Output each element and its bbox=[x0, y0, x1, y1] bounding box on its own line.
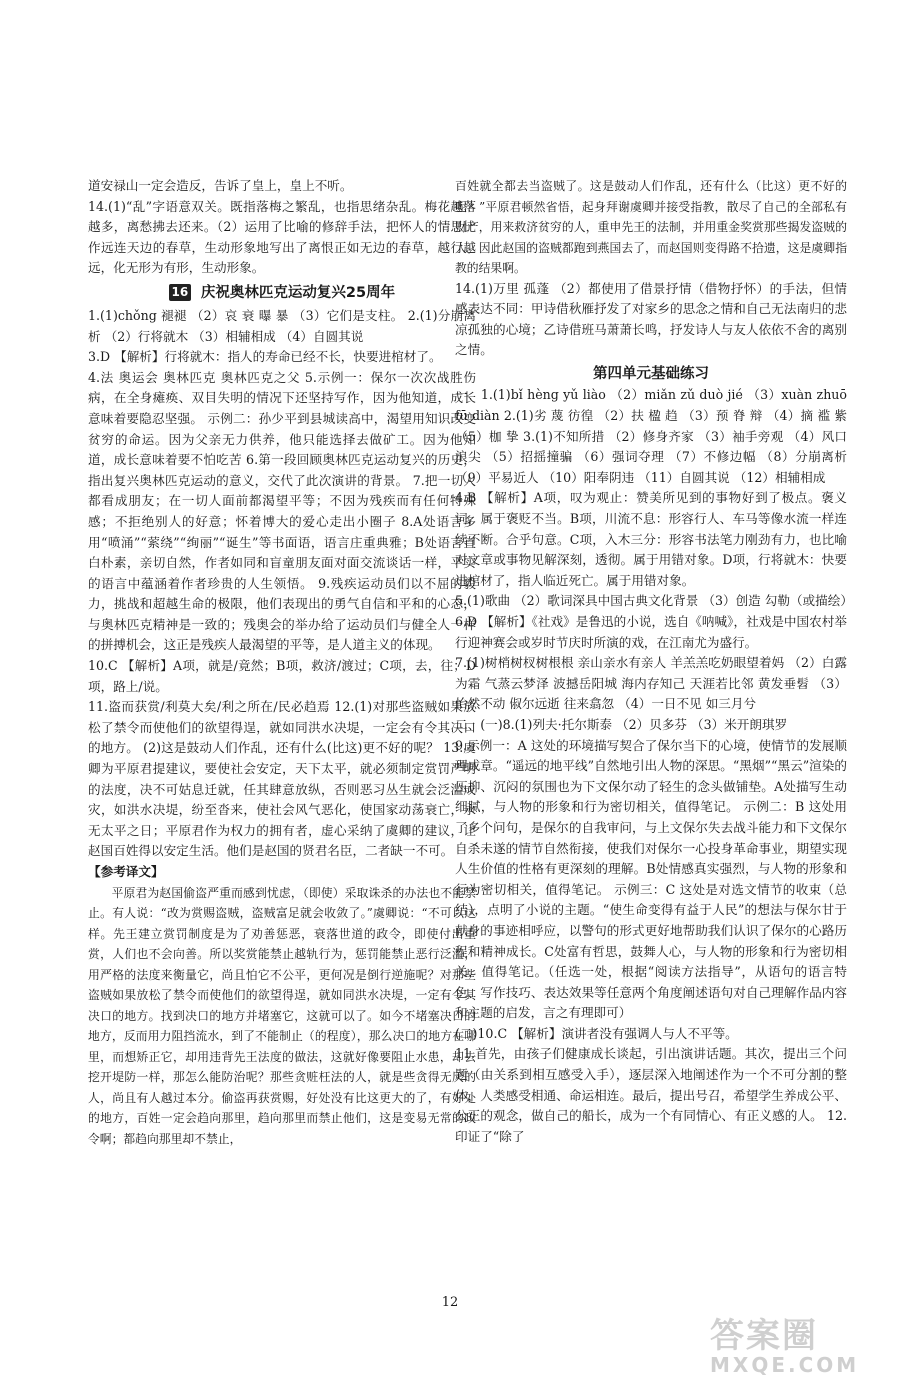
answer: 14.(1)万里 孤蓬 （2）都使用了借景抒情（借物抒怀）的手法，但情感表达不同：甲诗借秋雁抒发了对家乡的思念之情和自己无法南归的悲凉孤独的心境；乙诗借班马萧萧长鸣，抒发诗人与友人依依不舍的离别之情。 bbox=[455, 280, 847, 358]
answer: 7.(1)树梢树杈树根根 亲山亲水有亲人 羊羔羔吃奶眼望着妈 （2）白露为霜 气蒸云梦泽 波撼岳阳城 海内存知己 天涯若比邻 黄发垂髫 （3）怡然不动 俶尔远逝 往来翕忽 （4）一日不见 如三月兮 bbox=[455, 655, 847, 712]
answer: 3.D 【解析】行将就木：指人的寿命已经不长，快要进棺材了。 bbox=[88, 349, 442, 365]
watermark-text: 答案圈 bbox=[710, 1316, 818, 1356]
translation-text: 平原君为赵国偷盗严重而感到忧虑，（即使）采取诛杀的办法也不能禁止。有人说：“改为赏赐盗贼，盗贼富足就会收敛了。”虞卿说：“不可以这样。先王建立赏罚制度是为了劝善惩恶，衰落世道的政令，即使付出重赏，人们也不会向善。所以奖赏能禁止越轨行为，惩罚能禁止恶行泛滥，用严格的法度来衡量它，尚且怕它不公平，更何况是倒行逆施呢？对那些盗贼如果放松了禁令而使他们的欲望得逞，就如同洪水决堤，一定有令其决口的地方。找到决口的地方并堵塞它，这就可以了。如今不堵塞决口的地方，反而用力阻挡流水，到了不能制止（的程度），那么决口的地方在哪里，而想矫正它，却用违背先王法度的做法，这就好像要阻止水患，却去挖开堤防一样，那怎么能防治呢？那些贪赃枉法的人，就是些贪得无厌的人，尚且有人越过本分。偷盗再获赏赐，好处没有比这更大的了，有好处的地方，百姓一定会趋向那里，趋向那里而禁止他们，这是变易无常的政令啊；都趋向那里却不禁止， bbox=[88, 885, 476, 1146]
answer: 二、(一)8.(1)列夫·托尔斯泰 （2）贝多芬 （3）米开朗琪罗 bbox=[455, 716, 788, 732]
watermark-url: MXQE.COM bbox=[710, 1353, 860, 1377]
unit-title: 第四单元基础练习 bbox=[593, 365, 709, 382]
translation-text: 百姓就全都去当盗贼了。这是鼓动人们作乱，还有什么（比这）更不好的呢？”平原君顿然省悟，起身拜谢虞卿并接受指教，散尽了自己的全部私有财产，用来救济贫穷的人，重申先王的法制，并用重金奖赏那些揭发盗贼的人。因此赵国的盗贼都跑到燕国去了，而赵国则变得路不拾遗，这是虞卿指教的结果啊。 bbox=[455, 179, 847, 275]
paragraph: 14.(1)“乱”字语意双关。既指落梅之繁乱，也指思绪杂乱。梅花越落越多，离愁拂去还来。（2）运用了比喻的修辞手法，把怀人的情思比作远连天边的春草，生动形象地写出了离恨正如无边的春草，越行越远，化无形为有形，生动形象。 bbox=[88, 198, 476, 276]
answer: 1.(1)chǒng 褪褪 （2）哀 衰 曝 暴 （3）它们是支柱。 2.(1)分崩离析 （2）行将就木 （3）相辅相成 （4）自圆其说 bbox=[88, 307, 476, 344]
section-title-text: 庆祝奥林匹克运动复兴25周年 bbox=[200, 284, 396, 301]
answer: 4.B 【解析】A项，叹为观止：赞美所见到的事物好到了极点。褒义词，属于褒贬不当。B项，川流不息：形容行人、车马等像水流一样连续不断。合乎句意。C项，入木三分：形容书法笔力刚劲有力，也比喻对文章或事物见解深刻，透彻。属于用错对象。D项，行将就木：快要进棺材了，指人临近死亡。属于用错对象。 bbox=[455, 490, 847, 588]
answer: 11.盗而获赏/利莫大矣/利之所在/民必趋焉 12.(1)对那些盗贼如果放松了禁令而使他们的欲望得逞，就如同洪水决堤，一定会有令其决口的地方。 (2)这是鼓动人们作乱，还有什么(比这)更不好的呢？ 13.虞卿为平原君提建议，要使社会安定，天下太平，就必须制定赏罚严明的法度，决不可姑息迁就，任其肆意放纵，否则恶习丛生就会泛滥成灾，如洪水决堤，纷至沓来，使社会风气恶化，使国家动荡衰亡，永无太平之日；平原君作为权力的拥有者，虚心采纳了虞卿的建议，让赵国百姓得以安定生活。他们是赵国的贤君名臣，二者缺一不可。 bbox=[88, 699, 476, 859]
answer: 5.(1)歌曲 （2）歌词深具中国古典文化背景 （3）创造 勾勒（或描绘） bbox=[455, 593, 853, 609]
reference-translation-title: 【参考译文】 bbox=[88, 864, 164, 879]
answer: 11.首先，由孩子们健康成长谈起，引出演讲话题。其次，提出三个问题（由关系到相互感受入手），逐层深入地阐述作为一个不可分割的整体，人类感受相通、命运相连。最后，提出号召，希望学生养成公平、公正的观念，做自己的船长，成为一个有同情心、有正义感的人。 12.印证了“除了 bbox=[455, 1046, 847, 1144]
watermark-logo bbox=[710, 1318, 880, 1380]
answer: 9.示例一：A 这处的环境描写契合了保尔当下的心境，使情节的发展顺理成章。“遥远的地平线”自然地引出人物的深思。“黑烟”“黑云”渲染的压抑、沉闷的氛围也为下文保尔动了轻生的念头做铺垫。A处描写生动细腻，与人物的形象和行为密切相关，值得笔记。 示例二：B 这处用了多个问句，是保尔的自我审问，与上文保尔失去战斗能力和下文保尔自杀未遂的情节自然衔接，使我们对保尔一心投身革命事业，期望实现人生价值的性格有更深刻的理解。B处情感真实强烈，与人物的形象和行为密切相关，值得笔记。 示例三：C 这处是对选文情节的收束（总结），点明了小说的主题。“使生命变得有益于人民”的想法与保尔甘于献身的事迹相呼应，以警句的形式更好地帮助我们认识了保尔的心路历程和精神成长。C处富有哲思，鼓舞人心，与人物的形象和行为密切相关，值得笔记。（任选一处，根据“阅读方法指导”，从语句的语言特色、写作技巧、表达效果等任意两个角度阐述语句对自己理解作品内容和主题的启发，言之有理即可） bbox=[455, 737, 847, 1021]
paragraph: 道安禄山一定会造反，告诉了皇上，皇上不听。 bbox=[88, 178, 353, 193]
answer: 6.D 【解析】《社戏》是鲁迅的小说，选自《呐喊》，社戏是中国农村举行迎神赛会或岁时节庆时所演的戏，在江南尤为盛行。 bbox=[455, 614, 847, 650]
answer: 10.C 【解析】A项，就是/竟然；B项，救济/渡过；C项，去，往；D项，路上/说。 bbox=[88, 658, 476, 694]
answer: 一、1.(1)bǐ hèng yǔ liào （2）miǎn zǔ duò jié （3）xuàn zhuō fū diàn 2.(1)劣 蔑 彷徨 （2）扶 楹 趋 （3）预 脊 辩 （4）摘 褴 紫 （5）枷 挚 3.(1)不知所措 （2）修身齐家 （3）袖手旁观 （4）风口浪尖 （5）招摇撞骗 （6）强词夺理 （7）不修边幅 （8）分崩离析 （9）平易近人 （10）阳奉阴违 （11）自圆其说 （12）相辅相成 bbox=[455, 387, 847, 485]
section-number-badge: 16 bbox=[169, 284, 191, 301]
page-number: 12 bbox=[441, 1295, 459, 1310]
section-title bbox=[88, 282, 476, 304]
left-column bbox=[88, 176, 476, 1149]
right-column bbox=[455, 176, 853, 1147]
answer: (二)10.C 【解析】演讲者没有强调人与人不平等。 bbox=[455, 1025, 738, 1041]
answer: 4.法 奥运会 奥林匹克 奥林匹克之父 5.示例一：保尔一次次战胜伤病，在全身瘫痪、双目失明的情况下还坚持写作，因为他知道，成长意味着要隐忍坚强。 示例二：孙少平到县城读高中，渴望用知识改变贫穷的命运。因为父亲无力供养，他只能选择去做矿工。因为他知道，成长意味着要不怕吃苦 6.第一段回顾奥林匹克运动复兴的历史，指出复兴奥林匹克运动的意义，交代了此次演讲的背景。 7.把一切人都看成朋友；在一切人面前都渴望平等；不因为残疾而有任何特殊感；不拒绝别人的好意；怀着博大的爱心走出小圈子 8.A处语言多用“喷涌”“萦绕”“绚丽”“诞生”等书面语，语言庄重典雅；B处语言直白朴素，亲切自然，作者如同和盲童朋友面对面交流谈话一样，平实的语言中蕴涵着作者珍贵的人生领悟。 9.残疾运动员们以不屈的毅力，挑战和超越生命的极限，他们表现出的勇气自信和平和的心态，与奥林匹克精神是一致的；残奥会的举办给了运动员们与健全人一样的拼搏机会，这正是残疾人最渴望的平等，是人道主义的体现。 bbox=[88, 369, 476, 653]
